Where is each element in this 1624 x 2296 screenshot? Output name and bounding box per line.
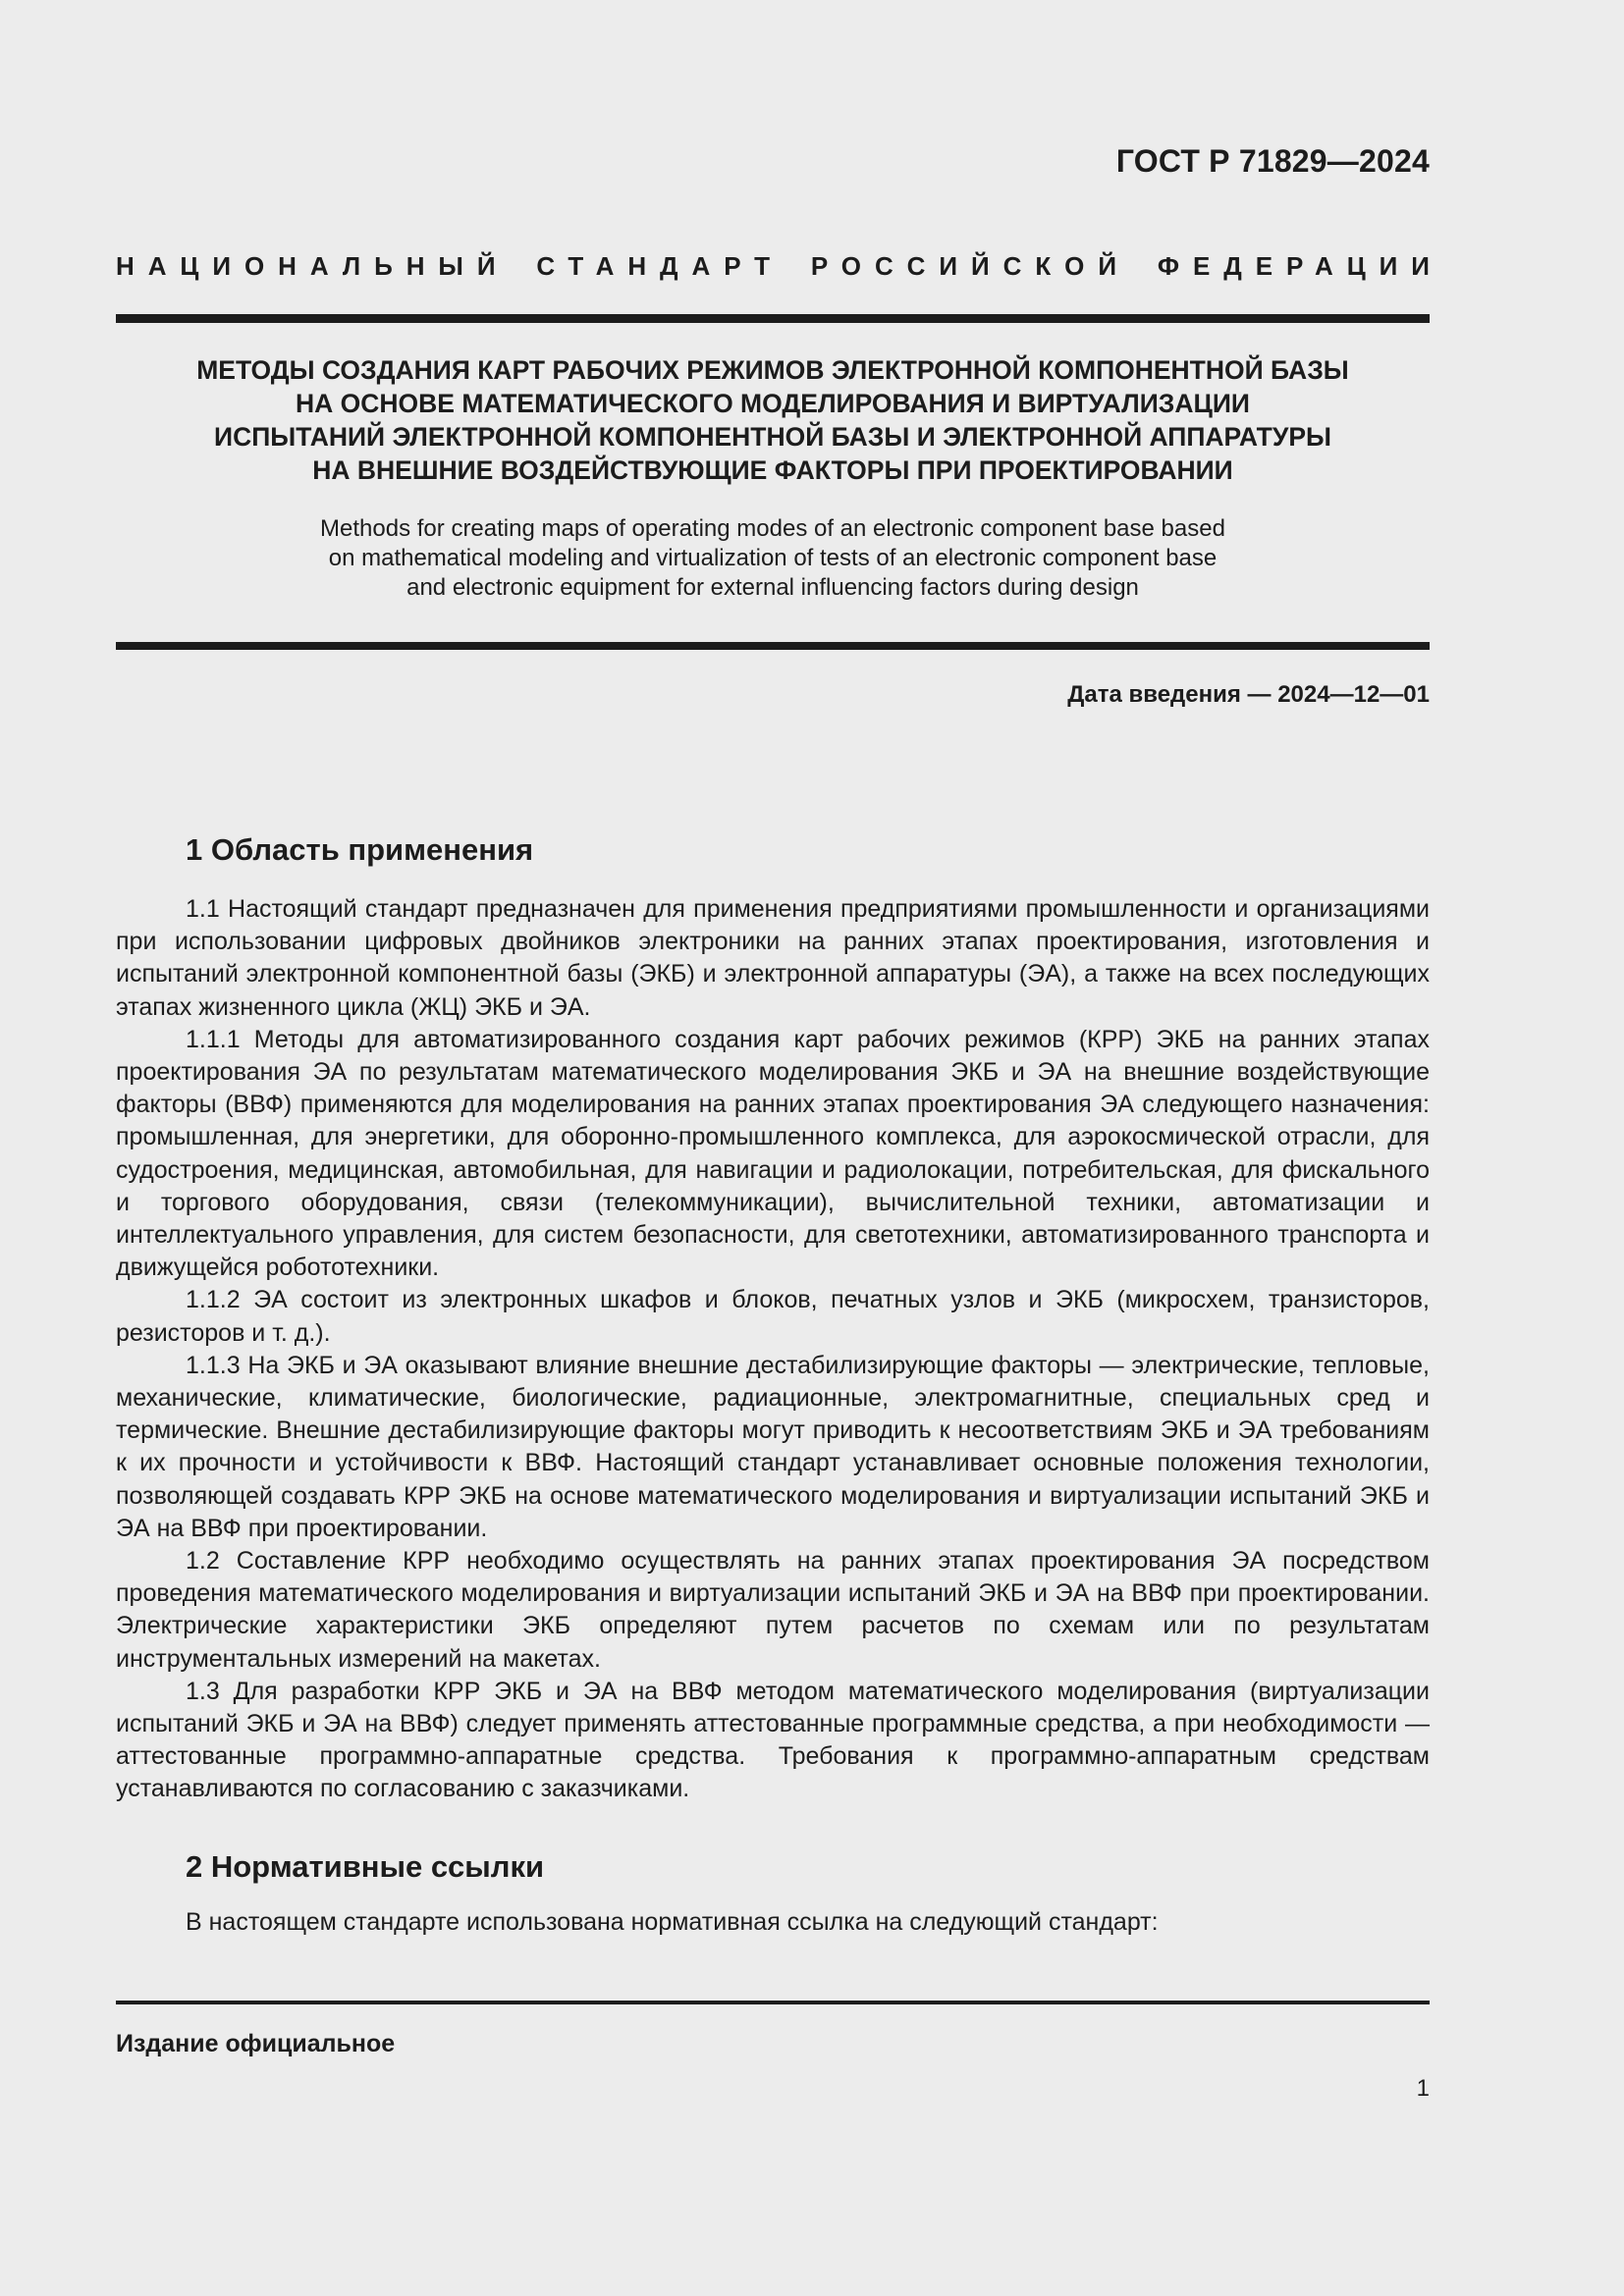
section-1-heading: 1 Область применения [186,832,534,867]
paragraph-1-3: 1.3 Для разработки КРР ЭКБ и ЭА на ВВФ методом математического моделирования (виртуализации испытаний ЭКБ и ЭА на ВВФ) следует применять аттестованные программные средства, а при необходимости — аттестованные программно-аппаратные средства. Требования к программно-аппаратным средствам устанавливаются по согласованию с заказчиками. [116,1677,1430,1803]
title-english [116,514,1430,603]
paragraph-1-1-3: 1.1.3 На ЭКБ и ЭА оказывают влияние внешние дестабилизирующие факторы — электрические, тепловые, механические, климатические, биологические, радиационные, электромагнитные, специальных сред и термические. Внешние дестабилизирующие факторы могут приводить к несоответствиям ЭКБ и ЭА требованиям к их прочности и устойчивости к ВВФ. Настоящий стандарт устанавливает основные положения технологии, позволяющей создавать КРР ЭКБ на основе математического моделирования и виртуализации испытаний ЭКБ и ЭА на ВВФ при проектировании. [116,1351,1430,1542]
banner-word: РОССИЙСКОЙ [810,251,1130,281]
title-ru-line: ИСПЫТАНИЙ ЭЛЕКТРОННОЙ КОМПОНЕНТНОЙ БАЗЫ И ЭЛЕКТРОННОЙ АППАРАТУРЫ [214,422,1331,452]
footer-divider [116,2001,1430,2004]
title-ru-line: НА ВНЕШНИЕ ВОЗДЕЙСТВУЮЩИЕ ФАКТОРЫ ПРИ ПРОЕКТИРОВАНИИ [312,455,1233,485]
paragraph-1-1-2: 1.1.2 ЭА состоит из электронных шкафов и блоков, печатных узлов и ЭКБ (микросхем, транзисторов, резисторов и т. д.). [116,1286,1430,1347]
introduction-date: Дата введения — 2024—12—01 [1067,681,1430,708]
top-divider [116,314,1430,323]
document-code: ГОСТ Р 71829—2024 [1115,143,1430,179]
title-ru-line: НА ОСНОВЕ МАТЕМАТИЧЕСКОГО МОДЕЛИРОВАНИЯ И ВИРТУАЛИЗАЦИИ [296,389,1250,418]
title-en-line: and electronic equipment for external influencing factors during design [406,574,1139,601]
title-en-line: Methods for creating maps of operating modes of an electronic component base based [320,515,1225,542]
banner-word: СТАНДАРТ [536,251,784,281]
page-number: 1 [1416,2075,1430,2102]
official-edition-label: Издание официальное [116,2030,396,2057]
banner-word: ФЕДЕРАЦИИ [1157,251,1443,281]
title-ru-line: МЕТОДЫ СОЗДАНИЯ КАРТ РАБОЧИХ РЕЖИМОВ ЭЛЕКТРОННОЙ КОМПОНЕНТНОЙ БАЗЫ [196,355,1349,385]
section-2-intro: В настоящем стандарте использована нормативная ссылка на следующий стандарт: [186,1908,1159,1936]
paragraph-1-1-1: 1.1.1 Методы для автоматизированного создания карт рабочих режимов (КРР) ЭКБ на ранних этапах проектирования ЭА по результатам математического моделирования ЭКБ и ЭА на внешние воздействующие факторы (ВВФ) применяются для моделирования на ранних этапах проектирования ЭА следующего назначения: промышленная, для энергетики, для оборонно-промышленного комплекса, для аэрокосмической отрасли, для судостроения, медицинская, автомобильная, для навигации и радиолокации, потребительская, для фискального и торгового оборудования, связи (телекоммуникации), вычислительной техники, автоматизации и интеллектуального управления, для систем безопасности, для светотехники, автоматизированного транспорта и движущейся робототехники. [116,1025,1430,1282]
banner-word: НАЦИОНАЛЬНЫЙ [116,251,510,281]
section-1-body [116,893,1430,1806]
national-standard-banner [116,251,1443,282]
title-divider [116,642,1430,650]
title-russian [116,353,1430,487]
title-en-line: on mathematical modeling and virtualization of tests of an electronic component base [328,545,1218,571]
section-2-heading: 2 Нормативные ссылки [186,1849,545,1884]
paragraph-1-1: 1.1 Настоящий стандарт предназначен для применения предприятиями промышленности и организациями при использовании цифровых двойников электроники на ранних этапах проектирования, изготовления и испытаний электронной компонентной базы (ЭКБ) и электронной аппаратуры (ЭА), а также на всех последующих этапах жизненного цикла (ЖЦ) ЭКБ и ЭА. [116,895,1430,1021]
paragraph-1-2: 1.2 Составление КРР необходимо осуществлять на ранних этапах проектирования ЭА посредством проведения математического моделирования и виртуализации испытаний ЭКБ и ЭА на ВВФ при проектировании. Электрические характеристики ЭКБ определяют путем расчетов по схемам или по результатам инструментальных измерений на макетах. [116,1547,1430,1673]
